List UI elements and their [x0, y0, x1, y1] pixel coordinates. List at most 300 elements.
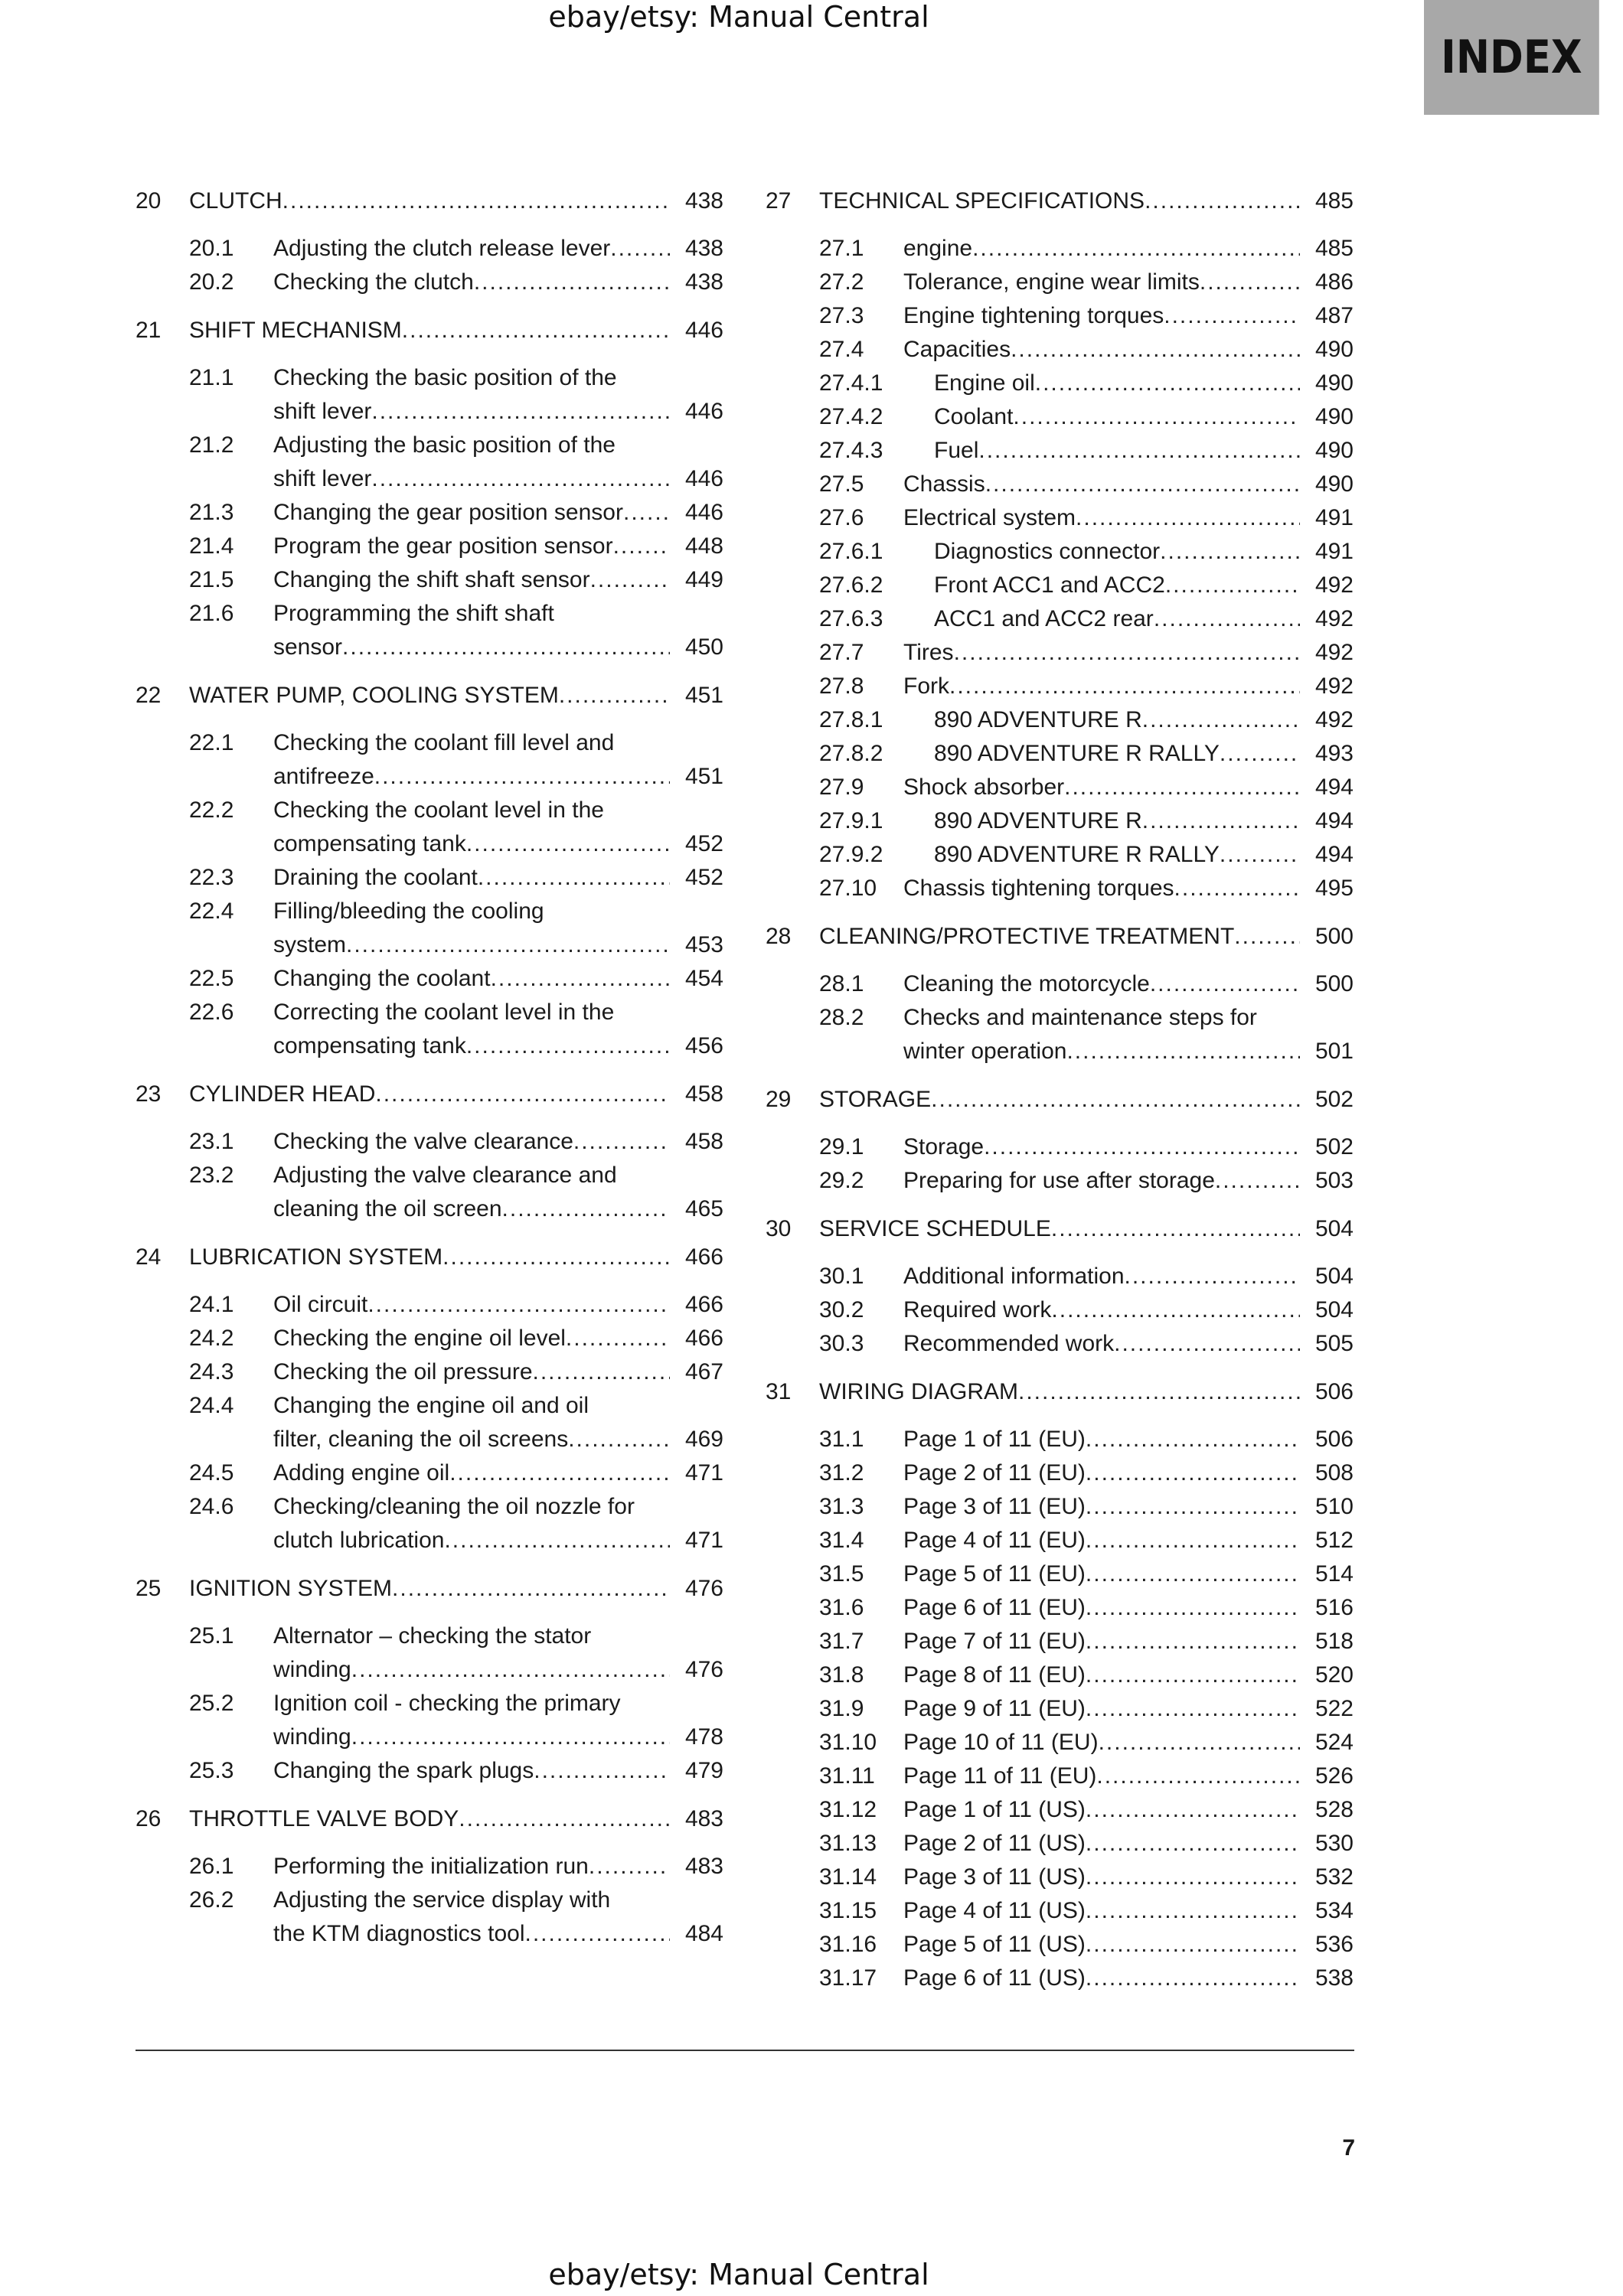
section-title-line: [903, 1592, 1300, 1624]
section-title-line: [273, 1721, 670, 1753]
toc-subsection-entry[interactable]: [766, 603, 1354, 635]
toc-chapter-entry[interactable]: [136, 1803, 723, 1835]
section-number: 27.6.3: [819, 606, 883, 631]
section-title: Checking/cleaning the oil nozzle for: [273, 1494, 635, 1519]
toc-section-entry[interactable]: [136, 1755, 723, 1787]
dot-leader: [589, 1851, 670, 1883]
dot-leader: [1086, 1424, 1300, 1456]
section-page: 446: [684, 466, 723, 491]
toc-section-continuation[interactable]: [136, 828, 723, 860]
section-title: Engine tightening torques: [903, 303, 1164, 328]
section-page: 454: [684, 966, 723, 991]
toc-section-continuation[interactable]: [136, 396, 723, 428]
section-title-line: [934, 839, 1300, 871]
toc-section-entry[interactable]: [766, 1491, 1354, 1523]
chapter-page: 500: [1314, 924, 1354, 949]
toc-chapter-entry[interactable]: [136, 185, 723, 217]
toc-section-entry[interactable]: [136, 727, 723, 759]
section-page: 476: [684, 1657, 723, 1682]
section-number: 27.4.3: [819, 438, 883, 463]
section-page: 448: [684, 533, 723, 559]
chapter-number: 27: [766, 188, 792, 214]
dot-leader: [931, 1084, 1300, 1116]
toc-chapter-entry[interactable]: [136, 1241, 723, 1274]
section-number: 27.9.2: [819, 842, 883, 867]
dot-leader: [392, 1573, 670, 1605]
section-number: 29.1: [819, 1134, 864, 1159]
section-title-line: [273, 1390, 670, 1422]
toc-chapter: [136, 315, 723, 664]
toc-subsection-entry[interactable]: [766, 839, 1354, 871]
toc-chapter-entry[interactable]: [766, 1376, 1354, 1408]
section-title: Shock absorber: [903, 775, 1065, 800]
section-title-continued: winding: [273, 1657, 351, 1682]
footer-divider: [136, 2050, 1354, 2051]
section-title: Page 11 of 11 (EU): [903, 1763, 1097, 1789]
toc-section-entry[interactable]: [136, 895, 723, 928]
toc-section-continuation[interactable]: [136, 1424, 723, 1456]
section-title-line: [934, 569, 1300, 602]
toc-section-entry[interactable]: [766, 1131, 1354, 1163]
section-title: Page 7 of 11 (EU): [903, 1629, 1086, 1654]
section-number: 28.2: [819, 1005, 864, 1030]
section-title: Page 5 of 11 (EU): [903, 1561, 1086, 1587]
dot-leader: [566, 1322, 670, 1355]
toc-section-entry[interactable]: [136, 862, 723, 894]
section-number: 31.8: [819, 1662, 864, 1688]
toc-section-entry[interactable]: [136, 233, 723, 265]
section-number: 31.17: [819, 1965, 877, 1991]
section-title-line: [903, 968, 1300, 1000]
dot-leader: [371, 396, 670, 428]
toc-section-entry[interactable]: [766, 1828, 1354, 1860]
toc-section-continuation[interactable]: [136, 761, 723, 793]
chapter-title-line: [189, 1241, 670, 1274]
chapter-page: 485: [1314, 188, 1354, 214]
chapter-page: 506: [1314, 1379, 1354, 1404]
section-number: 24.6: [189, 1494, 234, 1519]
section-title: Chassis tightening torques: [903, 876, 1174, 901]
toc-chapter-entry[interactable]: [766, 185, 1354, 217]
toc-section-list: [136, 1126, 723, 1225]
dot-leader: [1086, 1457, 1300, 1489]
toc-chapter-entry[interactable]: [766, 1084, 1354, 1116]
section-title: Correcting the coolant level in the: [273, 1000, 615, 1025]
section-title: Changing the coolant: [273, 966, 491, 991]
toc-section-list: [766, 1131, 1354, 1197]
section-title: Page 9 of 11 (EU): [903, 1696, 1086, 1721]
toc-section-entry[interactable]: [136, 1126, 723, 1158]
section-title: Preparing for use after storage: [903, 1168, 1215, 1193]
dot-leader: [984, 1131, 1300, 1163]
chapter-number: 22: [136, 683, 162, 708]
section-title-line: [903, 1794, 1300, 1826]
section-page: 516: [1314, 1595, 1354, 1620]
section-title-line: [273, 429, 670, 461]
section-title: Checks and maintenance steps for: [903, 1005, 1257, 1030]
section-page: 491: [1314, 505, 1354, 530]
toc-section-entry[interactable]: [136, 1356, 723, 1388]
toc-chapter-entry[interactable]: [136, 1573, 723, 1605]
section-page: 471: [684, 1460, 723, 1486]
toc-section-entry[interactable]: [136, 1457, 723, 1489]
section-page: 438: [684, 236, 723, 261]
section-number: 28.1: [819, 971, 864, 996]
toc-section-entry[interactable]: [766, 637, 1354, 669]
section-title: Adjusting the clutch release lever: [273, 236, 611, 261]
dot-leader: [533, 1356, 670, 1388]
section-title-line: [903, 1165, 1300, 1197]
section-title-line: [903, 637, 1300, 669]
chapter-title: CYLINDER HEAD: [189, 1081, 376, 1107]
section-number: 31.4: [819, 1528, 864, 1553]
toc-section-entry[interactable]: [766, 233, 1354, 265]
section-page: 490: [1314, 404, 1354, 429]
toc-section-entry[interactable]: [766, 1727, 1354, 1759]
toc-section-entry[interactable]: [766, 1895, 1354, 1927]
section-title-line: [273, 1126, 670, 1158]
toc-subsection-entry[interactable]: [766, 536, 1354, 568]
section-title-line: [273, 1457, 670, 1489]
section-title-line: [903, 1659, 1300, 1691]
index-tab[interactable]: INDEX: [1424, 0, 1599, 115]
toc-chapter: [136, 185, 723, 298]
toc-section-continuation[interactable]: [136, 1193, 723, 1225]
section-page: 438: [684, 269, 723, 295]
toc-section-entry[interactable]: [136, 1159, 723, 1192]
section-title-line: [903, 468, 1300, 501]
section-title: Page 6 of 11 (EU): [903, 1595, 1086, 1620]
section-number: 22.3: [189, 865, 234, 890]
section-number: 27.8.2: [819, 741, 883, 766]
chapter-page: 458: [684, 1081, 723, 1107]
toc-section-entry[interactable]: [136, 1851, 723, 1883]
chapter-title: CLEANING/PROTECTIVE TREATMENT: [819, 924, 1235, 949]
section-number: 31.14: [819, 1864, 877, 1890]
toc-section-entry[interactable]: [766, 300, 1354, 332]
dot-leader: [1013, 401, 1300, 433]
dot-leader: [1064, 771, 1300, 804]
section-page: 483: [684, 1854, 723, 1879]
dot-leader: [474, 266, 670, 298]
toc-subsection-entry[interactable]: [766, 738, 1354, 770]
section-title-line: [903, 1962, 1300, 1994]
section-title: engine: [903, 236, 973, 261]
toc-section-entry[interactable]: [766, 1328, 1354, 1360]
toc-section-entry[interactable]: [136, 996, 723, 1029]
dot-leader: [1086, 1659, 1300, 1691]
toc-section-entry[interactable]: [136, 1491, 723, 1523]
toc-section-entry[interactable]: [766, 670, 1354, 703]
toc-section-entry[interactable]: [766, 1592, 1354, 1624]
dot-leader: [1165, 569, 1300, 602]
dot-leader: [367, 1289, 670, 1321]
toc-chapter-entry[interactable]: [136, 680, 723, 712]
toc-section-entry[interactable]: [136, 1884, 723, 1916]
section-number: 27.2: [819, 269, 864, 295]
toc-section-continuation[interactable]: [136, 1918, 723, 1950]
dot-leader: [346, 929, 670, 961]
toc-section-entry[interactable]: [766, 1760, 1354, 1792]
section-title: 890 ADVENTURE R RALLY: [934, 741, 1220, 766]
section-title-line: [273, 1322, 670, 1355]
toc-section-entry[interactable]: [766, 1626, 1354, 1658]
dot-leader: [985, 468, 1300, 501]
toc-section-continuation[interactable]: [766, 1035, 1354, 1068]
section-number: 30.3: [819, 1331, 864, 1356]
section-number: 27.3: [819, 303, 864, 328]
chapter-title-line: [189, 1078, 670, 1110]
chapter-number: 20: [136, 188, 162, 214]
section-number: 27.9: [819, 775, 864, 800]
section-title: Page 1 of 11 (US): [903, 1797, 1086, 1822]
toc-section-entry[interactable]: [766, 1261, 1354, 1293]
toc-section-entry[interactable]: [766, 1002, 1354, 1034]
toc-chapter: [136, 1241, 723, 1557]
chapter-number: 23: [136, 1081, 162, 1107]
toc-chapter-entry[interactable]: [766, 1213, 1354, 1245]
section-page: 478: [684, 1724, 723, 1750]
toc-section-entry[interactable]: [136, 530, 723, 563]
section-title: Adding engine oil: [273, 1460, 450, 1486]
toc-section-entry[interactable]: [766, 1693, 1354, 1725]
section-number: 31.9: [819, 1696, 864, 1721]
chapter-page: 446: [684, 318, 723, 343]
chapter-page: 451: [684, 683, 723, 708]
toc-section-continuation[interactable]: [136, 463, 723, 495]
section-page: 466: [684, 1326, 723, 1351]
dot-leader: [1086, 1895, 1300, 1927]
toc-section-entry[interactable]: [136, 1688, 723, 1720]
section-title-line: [273, 631, 670, 664]
toc-section-entry[interactable]: [136, 1322, 723, 1355]
section-page: 469: [684, 1427, 723, 1452]
section-page: 505: [1314, 1331, 1354, 1356]
chapter-title-line: [189, 1803, 670, 1835]
toc-subsection-entry[interactable]: [766, 367, 1354, 400]
section-title-line: [273, 1620, 670, 1652]
chapter-number: 29: [766, 1087, 792, 1112]
section-number: 26.1: [189, 1854, 234, 1879]
section-title-continued: system: [273, 932, 347, 957]
dot-leader: [534, 1755, 670, 1787]
toc-section-entry[interactable]: [766, 968, 1354, 1000]
toc-section-entry[interactable]: [136, 1620, 723, 1652]
section-page: 514: [1314, 1561, 1354, 1587]
section-title-line: [273, 1755, 670, 1787]
section-title: 890 ADVENTURE R: [934, 707, 1142, 732]
dot-leader: [351, 1654, 670, 1686]
toc-section-entry[interactable]: [136, 564, 723, 596]
toc-section-entry[interactable]: [766, 1558, 1354, 1590]
section-number: 31.3: [819, 1494, 864, 1519]
toc-subsection-entry[interactable]: [766, 805, 1354, 837]
toc-section-list: [766, 968, 1354, 1068]
toc-chapter: [766, 921, 1354, 1068]
section-title: Draining the coolant: [273, 865, 478, 890]
section-title: Checking the engine oil level: [273, 1326, 566, 1351]
toc-section-entry[interactable]: [136, 1289, 723, 1321]
dot-leader: [525, 1918, 671, 1950]
section-title-line: [273, 1289, 670, 1321]
toc-section-entry[interactable]: [766, 1424, 1354, 1456]
section-title-continued: winter operation: [903, 1039, 1067, 1064]
toc-section-entry[interactable]: [766, 1525, 1354, 1557]
section-title-line: [903, 1002, 1300, 1034]
toc-section-continuation[interactable]: [136, 929, 723, 961]
section-title-continued: shift lever: [273, 399, 372, 424]
toc-section-entry[interactable]: [136, 362, 723, 394]
section-title-line: [273, 929, 670, 961]
toc-subsection-entry[interactable]: [766, 569, 1354, 602]
section-number: 27.8: [819, 673, 864, 699]
section-title-line: [934, 401, 1300, 433]
section-page: 495: [1314, 876, 1354, 901]
section-title-line: [273, 1424, 670, 1456]
toc-subsection-entry[interactable]: [766, 704, 1354, 736]
dot-leader: [1174, 872, 1300, 905]
dot-leader: [1086, 1962, 1300, 1994]
section-title-line: [903, 1294, 1300, 1326]
toc-section-entry[interactable]: [766, 1294, 1354, 1326]
section-page: 486: [1314, 269, 1354, 295]
section-page: 492: [1314, 606, 1354, 631]
section-title: Page 4 of 11 (US): [903, 1898, 1086, 1923]
toc-section-continuation[interactable]: [136, 1721, 723, 1753]
section-number: 24.3: [189, 1359, 234, 1384]
toc-section-entry[interactable]: [136, 794, 723, 827]
toc-chapter: [136, 1803, 723, 1950]
toc-subsection-entry[interactable]: [766, 435, 1354, 467]
dot-leader: [1200, 266, 1300, 298]
dot-leader: [449, 1457, 670, 1489]
toc-section-continuation[interactable]: [136, 1654, 723, 1686]
section-title-line: [273, 996, 670, 1029]
toc-section-entry[interactable]: [766, 468, 1354, 501]
section-title-line: [273, 1491, 670, 1523]
toc-chapter-entry[interactable]: [136, 1078, 723, 1110]
chapter-page: 476: [684, 1576, 723, 1601]
section-title-line: [903, 1828, 1300, 1860]
dot-leader: [1011, 334, 1300, 366]
section-page: 458: [684, 1129, 723, 1154]
toc-chapter-entry[interactable]: [766, 921, 1354, 953]
section-number: 21.5: [189, 567, 234, 592]
section-title-line: [273, 963, 670, 995]
section-number: 27.9.1: [819, 808, 883, 833]
section-number: 31.13: [819, 1831, 877, 1856]
section-title-continued: clutch lubrication: [273, 1528, 445, 1553]
section-title-line: [273, 564, 670, 596]
toc-section-list: [136, 1289, 723, 1557]
section-title: Alternator – checking the stator: [273, 1623, 592, 1649]
toc-section-entry[interactable]: [136, 598, 723, 630]
section-title: Recommended work: [903, 1331, 1115, 1356]
section-page: 494: [1314, 775, 1354, 800]
toc-section-entry[interactable]: [766, 1165, 1354, 1197]
toc-section-entry[interactable]: [136, 497, 723, 529]
section-title-line: [903, 266, 1300, 298]
toc-section-entry[interactable]: [136, 429, 723, 461]
section-page: 524: [1314, 1730, 1354, 1755]
chapter-title-line: [189, 680, 670, 712]
section-number: 31.1: [819, 1427, 864, 1452]
section-title-line: [903, 1727, 1300, 1759]
section-title: Diagnostics connector: [934, 539, 1161, 564]
toc-chapter-entry[interactable]: [136, 315, 723, 347]
section-page: 492: [1314, 673, 1354, 699]
section-title: Performing the initialization run: [273, 1854, 589, 1879]
dot-leader: [954, 637, 1300, 669]
toc-section-continuation[interactable]: [136, 1525, 723, 1557]
dot-leader: [1096, 1760, 1300, 1792]
section-title-line: [903, 1491, 1300, 1523]
dot-leader: [1086, 1592, 1300, 1624]
toc-section-entry[interactable]: [766, 771, 1354, 804]
section-title: Changing the engine oil and oil: [273, 1393, 589, 1418]
toc-section-entry[interactable]: [766, 266, 1354, 298]
toc-section-entry[interactable]: [766, 1962, 1354, 1994]
section-number: 27.6: [819, 505, 864, 530]
toc-subsection-entry[interactable]: [766, 401, 1354, 433]
section-page: 504: [1314, 1297, 1354, 1322]
section-page: 504: [1314, 1264, 1354, 1289]
section-title-line: [903, 1131, 1300, 1163]
watermark-top: ebay/etsy: Manual Central: [548, 0, 929, 34]
section-title-line: [273, 233, 670, 265]
section-title-line: [273, 895, 670, 928]
section-title: Checking the coolant fill level and: [273, 730, 615, 755]
section-title-continued: sensor: [273, 634, 343, 660]
toc-section-entry[interactable]: [766, 1861, 1354, 1893]
dot-leader: [371, 463, 670, 495]
toc-section-entry[interactable]: [136, 266, 723, 298]
toc-section-entry[interactable]: [766, 334, 1354, 366]
section-title-line: [273, 396, 670, 428]
dot-leader: [613, 530, 670, 563]
toc-section-entry[interactable]: [766, 1929, 1354, 1961]
section-title-line: [903, 1328, 1300, 1360]
section-title: Tolerance, engine wear limits: [903, 269, 1200, 295]
section-page: 446: [684, 399, 723, 424]
toc-section-entry[interactable]: [766, 872, 1354, 905]
chapter-title: TECHNICAL SPECIFICATIONS: [819, 188, 1145, 214]
toc-section-continuation[interactable]: [136, 631, 723, 664]
toc-section-entry[interactable]: [136, 1390, 723, 1422]
section-number: 31.6: [819, 1595, 864, 1620]
section-title: Page 1 of 11 (EU): [903, 1427, 1086, 1452]
section-number: 27.10: [819, 876, 877, 901]
section-title: Checking the basic position of the: [273, 365, 617, 390]
section-title-line: [934, 367, 1300, 400]
section-number: 24.2: [189, 1326, 234, 1351]
toc-section-entry[interactable]: [136, 963, 723, 995]
section-page: 503: [1314, 1168, 1354, 1193]
section-number: 31.7: [819, 1629, 864, 1654]
toc-section-entry[interactable]: [766, 1457, 1354, 1489]
chapter-title-line: [819, 1376, 1300, 1408]
toc-section-entry[interactable]: [766, 1794, 1354, 1826]
dot-leader: [1215, 1165, 1300, 1197]
section-page: 490: [1314, 337, 1354, 362]
section-title: ACC1 and ACC2 rear: [934, 606, 1154, 631]
chapter-page: 502: [1314, 1087, 1354, 1112]
toc-section-continuation[interactable]: [136, 1030, 723, 1062]
dot-leader: [972, 233, 1300, 265]
dot-leader: [402, 315, 670, 347]
toc-section-entry[interactable]: [766, 1659, 1354, 1691]
toc-section-entry[interactable]: [766, 502, 1354, 534]
